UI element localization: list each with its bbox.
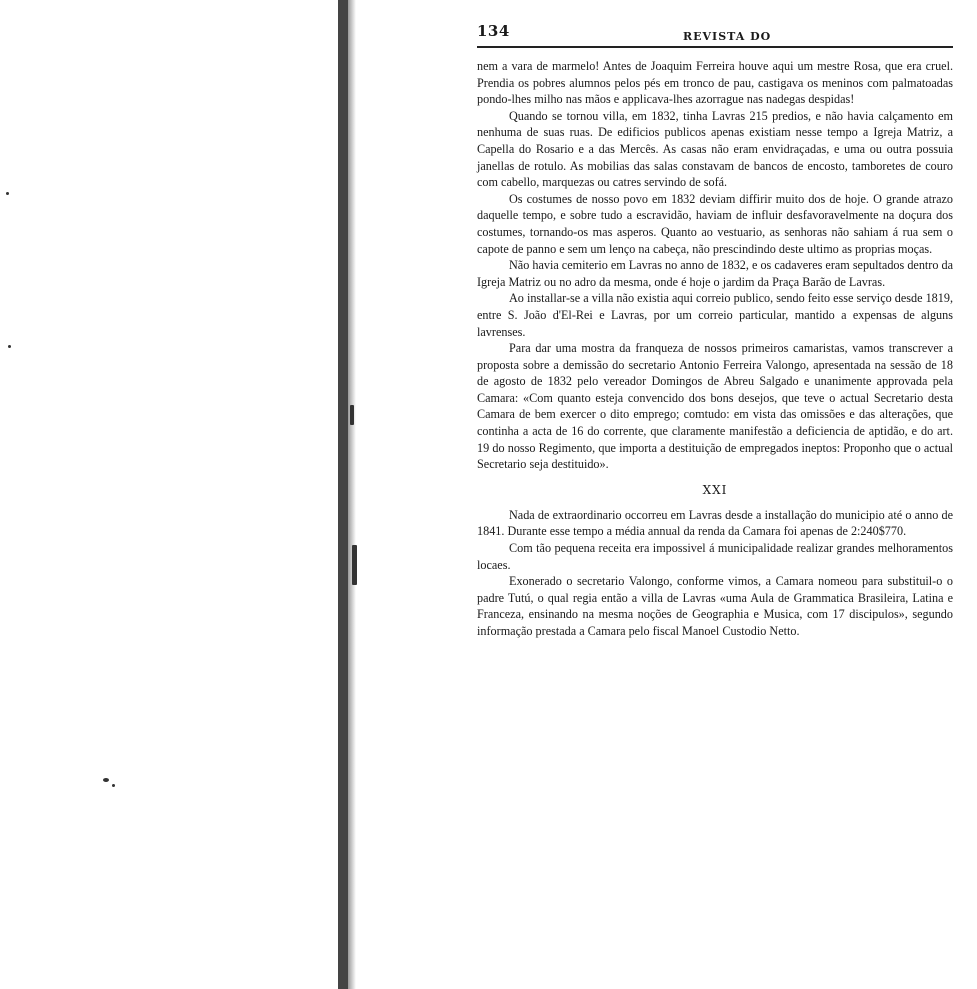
scan-speck [352,545,357,585]
page-number: 134 [477,22,510,40]
paragraph: Exonerado o secretario Valongo, conforme vimos, a Camara nomeou para substituil-o o padre Tutú, o qual regia então a villa de Lavras «uma Aula de Grammatica Brasileira, Latina e Franceza, ensinando na mesma noções de Geographia e Musica, com 17 discipulos», segundo informação prestada a Camara pelo fiscal Manoel Custodio Netto. [477,574,953,638]
paragraph: nem a vara de marmelo! Antes de Joaquim Ferreira houve aqui um mestre Rosa, que era cruel. Prendia os pobres alumnos pelos pés em tronco de pau, castigava os meninos com palmatoadas pondo-lhes milho nas mãos e applicava-lhes azorrague nas nadegas despidas! [477,59,953,107]
scan-speck [112,784,115,787]
left-page-margin [0,0,345,989]
paragraph: Para dar uma mostra da franqueza de nossos primeiros camaristas, vamos transcrever a proposta sobre a demissão do secretario Antonio Ferreira Valongo, apresentada na sessão de 18 de agosto de 1832 pelo vereador Domingos de Abreu Salgado e unanimente approvada pela Camara: «Com quanto esteja convencido dos bons desejos, que teve o actual Secretario desta Camara de bem exercer o dito emprego; comtudo: em vista das omissões e das alterações, que continha a acta de 16 do corrente, que claramente manifestão a deficiencia de aptidão, e do art. 19 do nosso Regimento, que importa a destituição de empregados ineptos: Proponho que o actual Secretario seja destituido». [477,341,953,472]
book-gutter [338,0,348,989]
section-heading: XXI [702,482,728,497]
book-page [477,20,953,640]
scan-speck [8,345,11,348]
paragraph: Não havia cemiterio em Lavras no anno de 1832, e os cadaveres eram sepultados dentro da Igreja Matriz ou no adro da mesma, onde é hoje o jardim da Praça Barão de Lavras. [477,258,953,289]
paragraph: Nada de extraordinario occorreu em Lavras desde a installação do municipio até o anno de 1841. Durante esse tempo a média annual da renda da Camara foi apenas de 2:240$770. [477,507,953,539]
scan-speck [103,778,109,782]
body-text [477,58,953,640]
page-header [477,20,953,44]
scan-speck [6,192,9,195]
running-title: REVISTA DO [683,30,772,43]
paragraph: Com tão pequena receita era impossivel á municipalidade realizar grandes melhoramentos locaes. [477,541,953,572]
header-rule [477,46,953,48]
paragraph: Ao installar-se a villa não existia aqui correio publico, sendo feito esse serviço desde 1819, entre S. João d'El-Rei e Lavras, por um correio particular, mantido a expensas de alguns lavrenses. [477,291,953,339]
scan-speck [350,405,354,425]
paragraph: Os costumes de nosso povo em 1832 deviam diffirir muito dos de hoje. O grande atrazo daquelle tempo, e sobre tudo a escravidão, haviam de influir desfavoravelmente na doçura dos costumes, tornando-os mas asperos. Quanto ao vestuario, as senhoras não sahiam á rua sem o capote de panno e sem um lenço na cabeça, não prescindindo deste ultimo as proprias moças. [477,191,953,256]
paragraph: Quando se tornou villa, em 1832, tinha Lavras 215 predios, e não havia calçamento em nenhuma de suas ruas. De edificios publicos apenas existiam nesse tempo a Igreja Matriz, a Capella do Rosario e a das Mercês. As casas não eram envidraçadas, e uma ou outra possuia janellas de rotulo. As mobilias das salas constavam de bancos de encosto, tamboretes de couro com cabello, marquezas ou catres servindo de sofá. [477,108,953,190]
gutter-shadow [348,0,356,989]
